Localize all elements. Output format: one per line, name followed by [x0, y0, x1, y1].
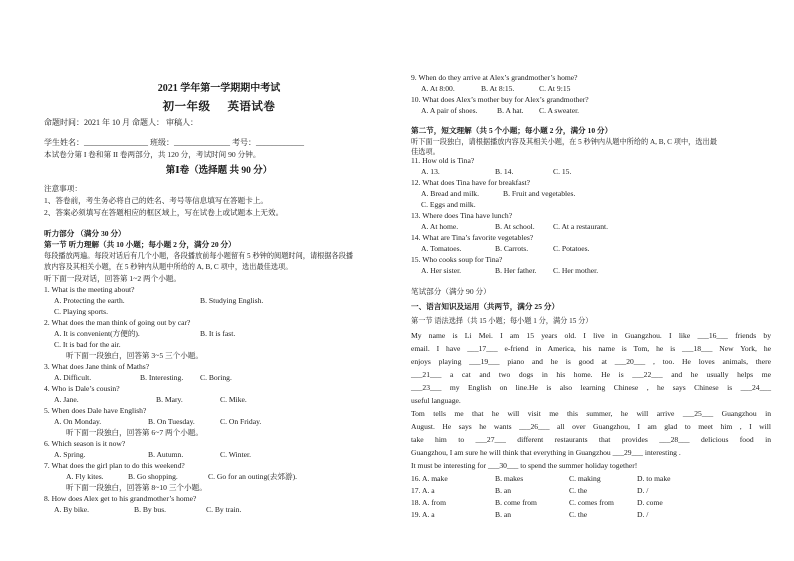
listening-part-heading: 听力部分 （满分 30 分） [44, 229, 126, 238]
option: A. 13. [421, 167, 440, 176]
question-text: 7. What does the girl plan to do this weekend? [44, 461, 185, 470]
language-section-heading: 一、语言知识及运用（共两节，满分 25 分） [411, 302, 560, 311]
option: C. Go for an outing(去郊游). [208, 472, 298, 481]
subject-label: 英语试卷 [227, 101, 276, 113]
passage-line: useful language. [411, 396, 461, 405]
option: C. Potatoes. [553, 244, 590, 253]
option: B. It is fast. [200, 329, 236, 338]
option: B. 14. [495, 167, 514, 176]
question-text: 1. What is the meeting about? [44, 285, 135, 294]
listening-section2-heading: 第二节，短文理解（共 5 个小题；每小题 2 分，满分 10 分） [411, 126, 613, 135]
passage-line: Tom tells me that he will visit me this summer, he will arrive ___25___ Guangzhou in [411, 409, 771, 418]
option: B. By bus. [134, 505, 167, 514]
passage-line: My name is Li Mei. I am 15 years old. I live in Guangzhou. I like ___16___ friends by [411, 331, 771, 340]
option: A. Fly kites. [66, 472, 104, 481]
option: A. Her sister. [421, 266, 462, 275]
attention-item-2: 2、答案必须填写在答题相应的框区域上，写在试卷上或试题本上无效。 [44, 208, 284, 217]
listening-section1-heading: 第一节 听力理解（共 10 小题；每小题 2 分，满分 20 分） [44, 240, 236, 249]
option: C. By train. [206, 505, 242, 514]
option: B. an [495, 510, 512, 519]
option: A. Jane. [54, 395, 79, 404]
option: B. Interesting. [140, 373, 184, 382]
student-info-line: 学生姓名：________________ 班级：______________ 考号：____________ [44, 138, 304, 147]
option: B. Go shopping. [128, 472, 178, 481]
question-text: 13. Where does Tina have lunch? [411, 211, 513, 220]
question-text: 10. What does Alex’s mother buy for Alex’s grandmother? [411, 95, 589, 104]
option: C. making [569, 474, 601, 483]
question-text: 5. When does Dale have English? [44, 406, 147, 415]
option: B. Mary. [156, 395, 183, 404]
grade-label: 初一年级 [162, 101, 211, 113]
option: 16. A. make [411, 474, 448, 483]
grammar-subheading: 第一节 语法选择（共 15 小题；每小题 1 分，满分 15 分） [411, 317, 593, 325]
option: 19. A. a [411, 510, 435, 519]
listening-instruction: 佳选项。 [411, 148, 440, 156]
question-text: 6. Which season is it now? [44, 439, 126, 448]
option: D. / [637, 510, 649, 519]
option: A. By bike. [54, 505, 90, 514]
exam-title: 2021 学年第一学期期中考试 [157, 83, 281, 94]
passage-line: take him to ___27___ different restaurants that provides ___28___ delicious food in [411, 435, 771, 444]
option: B. Carrots. [495, 244, 529, 253]
attention-item-1: 1、答卷前，考生务必将自己的姓名、考号等信息填写在答题卡上。 [44, 196, 269, 205]
option: C. Boring. [200, 373, 232, 382]
passage-line: It must be interesting for ___30___ to spend the summer holiday together! [411, 461, 638, 470]
option: C. the [569, 486, 588, 495]
option: A. On Monday. [54, 417, 102, 426]
attention-heading: 注意事项： [44, 184, 82, 193]
option: A. At home. [421, 222, 459, 231]
question-text: 14. What are Tina’s favorite vegetables? [411, 233, 534, 242]
question-text: 4. Who is Dale’s cousin? [44, 384, 120, 393]
option: B. A hat. [497, 106, 524, 115]
option: C. Winter. [220, 450, 251, 459]
passage-line: August. He says he wants ___26___ all over Guangzhou, I am glad to meet him , I will [411, 422, 771, 431]
question-text: 15. Who cooks soup for Tina? [411, 255, 503, 264]
exam-subtitle [44, 100, 394, 114]
option: C. At 9:15 [539, 84, 571, 93]
written-part-heading: 笔试部分（满分 90 分） [411, 287, 491, 296]
option: A. Tomatoes. [421, 244, 462, 253]
exam-meta: 命题时间：2021 年 10 月 命题人： 审稿人： [44, 118, 198, 127]
option: A. Difficult. [54, 373, 92, 382]
option: B. Fruit and vegetables. [503, 189, 576, 198]
option: 17. A. a [411, 486, 435, 495]
option: B. Her father. [495, 266, 537, 275]
listening-instruction: 听下面一段独白，回答第 3~5 三个小题。 [66, 351, 203, 360]
option: B. makes [495, 474, 524, 483]
listening-instruction: 听下面一段独白，回答第 8~10 三个小题。 [66, 483, 207, 492]
option: C. Her mother. [553, 266, 599, 275]
question-text: 12. What does Tina have for breakfast? [411, 178, 531, 187]
volume-heading: 第Ⅰ卷（选择题 共 90 分） [165, 166, 273, 176]
option: C. 15. [553, 167, 572, 176]
option: A. Protecting the earth. [54, 296, 125, 305]
passage-line: email. I have ___17___ e-friend in America, his name is Tom, he is ___18___ New York, he [411, 344, 771, 353]
option: B. On Tuesday. [148, 417, 195, 426]
option: C. Eggs and milk. [421, 200, 476, 209]
listening-instruction: 放内容及其相关小题，在 5 秒钟内从题中所给的 A, B, C 项中，选出最佳选项。 [44, 263, 293, 271]
listening-instruction: 听下面一段独白，请根据播放内容及其相关小题，在 5 秒钟内从题中所给的 A, B, C 项中，选出最 [411, 138, 717, 146]
question-text: 2. What does the man think of going out by car? [44, 318, 191, 327]
option: D. / [637, 486, 649, 495]
question-text: 3. What does Jane think of Maths? [44, 362, 150, 371]
option: C. On Friday. [220, 417, 262, 426]
option: A. It is convenient(方便的). [54, 329, 140, 338]
option: A. Spring. [54, 450, 86, 459]
option: B. Autumn. [148, 450, 184, 459]
exam-note: 本试卷分第 I 卷和第 II 卷两部分，共 120 分，考试时间 90 分钟。 [44, 150, 261, 159]
passage-line: ___23___ my English on line.He is also learning Chinese , he says Chinese is ___24___ [411, 383, 771, 392]
listening-instruction: 听下面一段独白，回答第 6~7 两个小题。 [66, 428, 203, 437]
option: B. At 8:15. [481, 84, 515, 93]
question-text: 11. How old is Tina? [411, 156, 475, 165]
question-text: 8. How does Alex get to his grandmother’s home? [44, 494, 197, 503]
option: D. to make [637, 474, 671, 483]
option: D. come [637, 498, 663, 507]
option: B. Studying English. [200, 296, 264, 305]
option: C. Playing sports. [54, 307, 109, 316]
question-text: 9. When do they arrive at Alex’s grandmother’s home? [411, 73, 578, 82]
option: A. Bread and milk. [421, 189, 479, 198]
option: C. the [569, 510, 588, 519]
listening-instruction: 听下面一段对话，回答第 1~2 两个小题。 [44, 274, 181, 283]
passage-line: ___21___ a cat and two dogs in his home. He is ___22___ and he usually helps me [411, 370, 771, 379]
option: B. an [495, 486, 512, 495]
option: A. A pair of shoes. [421, 106, 478, 115]
option: B. come from [495, 498, 537, 507]
option: C. Mike. [220, 395, 247, 404]
listening-instruction: 每段播放两遍。每段对话后有几个小题，各段播放前每小题留有 5 秒钟的阅题时间，请根据各段播 [44, 252, 354, 260]
option: B. At school. [495, 222, 535, 231]
option: C. comes from [569, 498, 614, 507]
passage-line: enjoys playing ___19___ piano and he is good at ___20___ , too. He loves animals, there [411, 357, 771, 366]
option: 18. A. from [411, 498, 447, 507]
option: C. A sweater. [539, 106, 580, 115]
passage-line: Guangzhou, I am sure he will think that everything in Guangzhou ___29___ interesting . [411, 448, 681, 457]
option: C. It is bad for the air. [54, 340, 121, 349]
option: A. At 8:00. [421, 84, 455, 93]
option: C. At a restaurant. [553, 222, 609, 231]
